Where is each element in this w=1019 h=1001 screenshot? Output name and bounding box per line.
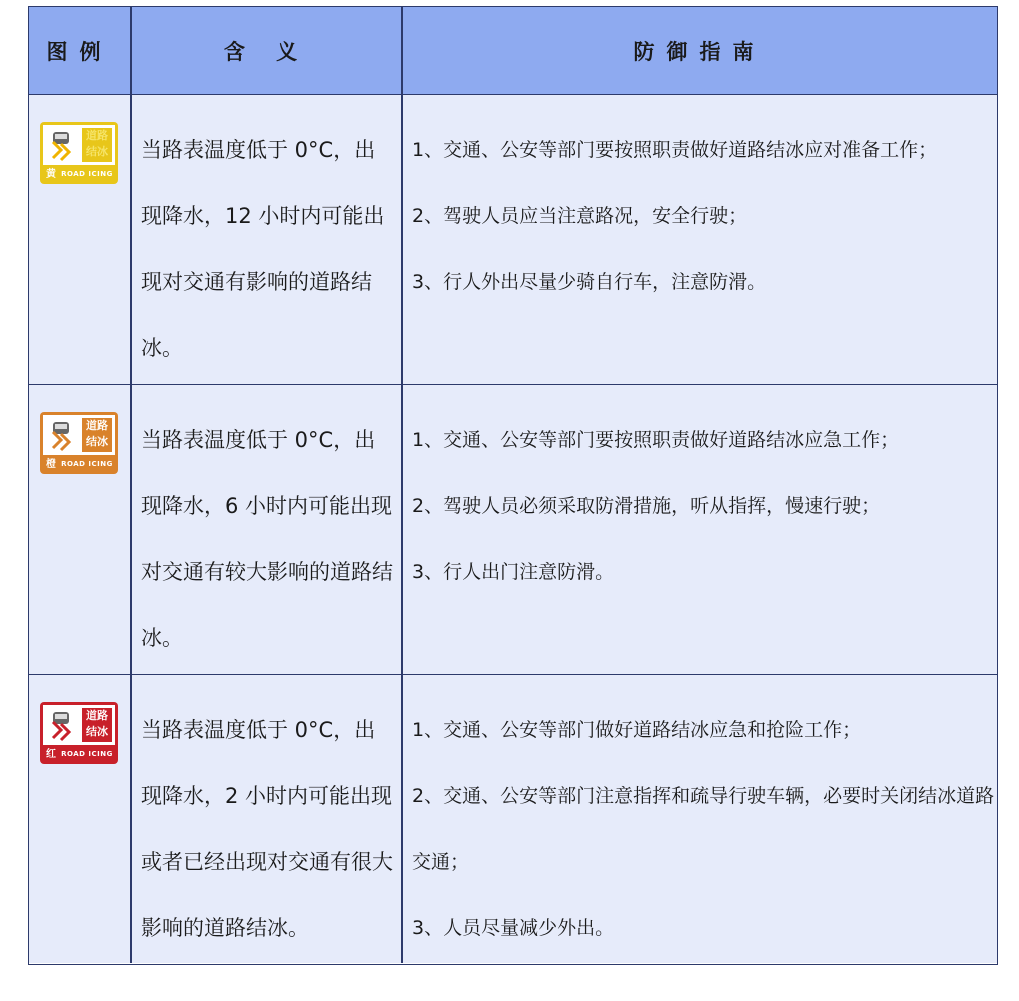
icon-level: 橙 [46,459,56,470]
header-guide: 防御指南 [633,40,766,64]
table-row [29,385,997,675]
header-meaning: 含 义 [223,40,310,64]
guide-item: 2、驾驶人员应当注意路况，安全行驶； [412,205,748,227]
warning-table [28,6,998,965]
guide-item: 1、交通、公安等部门要按照职责做好道路结冰应对准备工作； [412,139,938,161]
row-meaning: 当路表温度低于 0°C，出现降水，6 小时内可能出现对交通有较大影响的道路结冰。 [141,428,393,650]
icon-english: ROAD ICING [61,460,113,468]
guide-item: 3、人员尽量减少外出。 [412,917,615,939]
table-row [29,675,997,963]
icon-english: ROAD ICING [61,170,113,178]
guide-item: 1、交通、公安等部门要按照职责做好道路结冰应急工作； [412,429,900,451]
row-meaning: 当路表温度低于 0°C，出现降水，2 小时内可能出现或者已经出现对交通有很大影响的道路结冰。 [141,718,393,940]
icon-title: 道路 结冰 [82,708,112,742]
icon-english: ROAD ICING [61,750,113,758]
row-meaning: 当路表温度低于 0°C，出现降水，12 小时内可能出现对交通有影响的道路结冰。 [141,138,385,360]
car-skid-icon [47,418,75,452]
guide-item: 3、行人外出尽量少骑自行车，注意防滑。 [412,271,767,293]
car-skid-icon [47,708,75,742]
table-header [29,7,997,95]
icon-title: 道路 结冰 [82,418,112,452]
table-row [29,95,997,385]
icon-level: 红 [46,749,56,760]
guide-item: 1、交通、公安等部门做好道路结冰应急和抢险工作； [412,719,862,741]
guide-item: 3、行人出门注意防滑。 [412,561,615,583]
icon-title: 道路 结冰 [82,128,112,162]
guide-item: 2、交通、公安等部门注意指挥和疏导行驶车辆，必要时关闭结冰道路交通； [412,785,995,873]
road-icing-orange-icon [40,412,118,474]
icon-level: 黄 [46,169,56,180]
guide-item: 2、驾驶人员必须采取防滑措施，听从指挥，慢速行驶； [412,495,881,517]
car-skid-icon [47,128,75,162]
road-icing-yellow-icon [40,122,118,184]
road-icing-red-icon [40,702,118,764]
header-legend: 图例 [46,40,113,64]
